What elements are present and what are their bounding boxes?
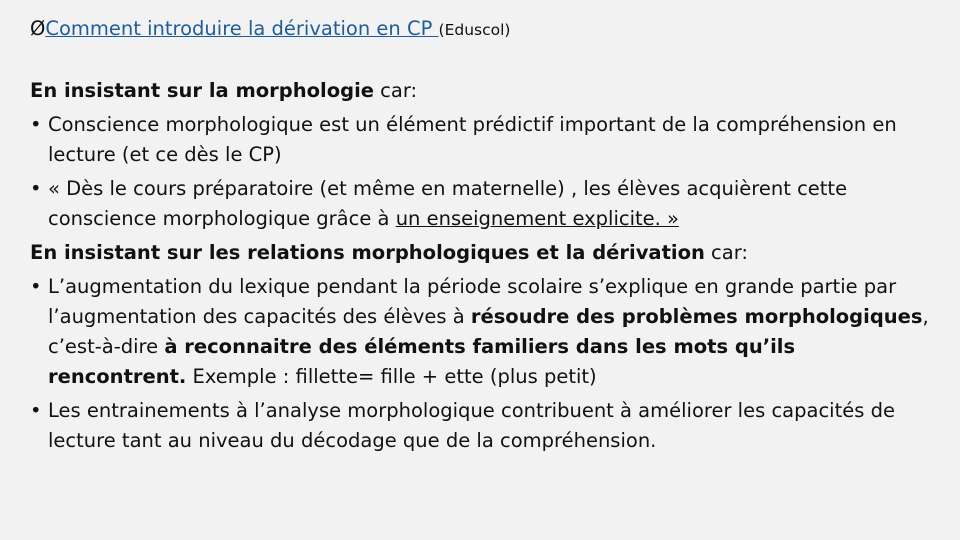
- arrow-bullet-icon: Ø: [30, 17, 46, 40]
- bullet-text-bold: résoudre des problèmes morphologiques: [470, 305, 923, 328]
- bullet-icon: •: [30, 113, 42, 136]
- bullet-text: Conscience morphologique est un élément prédictif important de la compréhension en lecture (et ce dès le CP): [48, 113, 897, 166]
- bullet-text: L’augmentation du lexique pendant la période scolaire s’explique en grande partie par l’augmentation des capacités des élèves à: [48, 275, 897, 328]
- title-link[interactable]: Comment introduire la dérivation en CP: [45, 17, 439, 40]
- list-item: [30, 396, 940, 456]
- slide-title: [30, 14, 510, 45]
- slide-body: [30, 76, 940, 460]
- list-item: [30, 272, 940, 392]
- bullet-icon: •: [30, 399, 42, 422]
- list-item: [30, 174, 940, 234]
- list-item: [30, 110, 940, 170]
- bullet-text: Exemple : fillette= fille + ette (plus petit): [186, 365, 597, 388]
- title-source: (Eduscol): [438, 21, 511, 39]
- bullet-icon: •: [30, 177, 42, 200]
- section1-heading: [30, 76, 940, 106]
- bullet-text-underlined: un enseignement explicite. »: [395, 207, 679, 230]
- bullet-text-bold: à reconnaitre des éléments familiers dans les mots qu’ils rencontrent.: [48, 335, 796, 388]
- bullet-text: , c’est-à-dire: [48, 305, 929, 358]
- section1-heading-bold: En insistant sur la morphologie: [30, 79, 374, 102]
- bullet-icon: •: [30, 275, 42, 298]
- section1-heading-rest: car:: [373, 79, 418, 102]
- bullet-text: Les entrainements à l’analyse morphologique contribuent à améliorer les capacités de lecture tant au niveau du décodage que de la compréhension.: [48, 399, 895, 452]
- section2-heading-bold: En insistant sur les relations morphologiques et la dérivation: [30, 241, 705, 264]
- section2-heading: [30, 238, 940, 268]
- section2-heading-rest: car:: [704, 241, 748, 264]
- bullet-text: « Dès le cours préparatoire (et même en maternelle) , les élèves acquièrent cette conscience morphologique grâce à: [48, 177, 848, 230]
